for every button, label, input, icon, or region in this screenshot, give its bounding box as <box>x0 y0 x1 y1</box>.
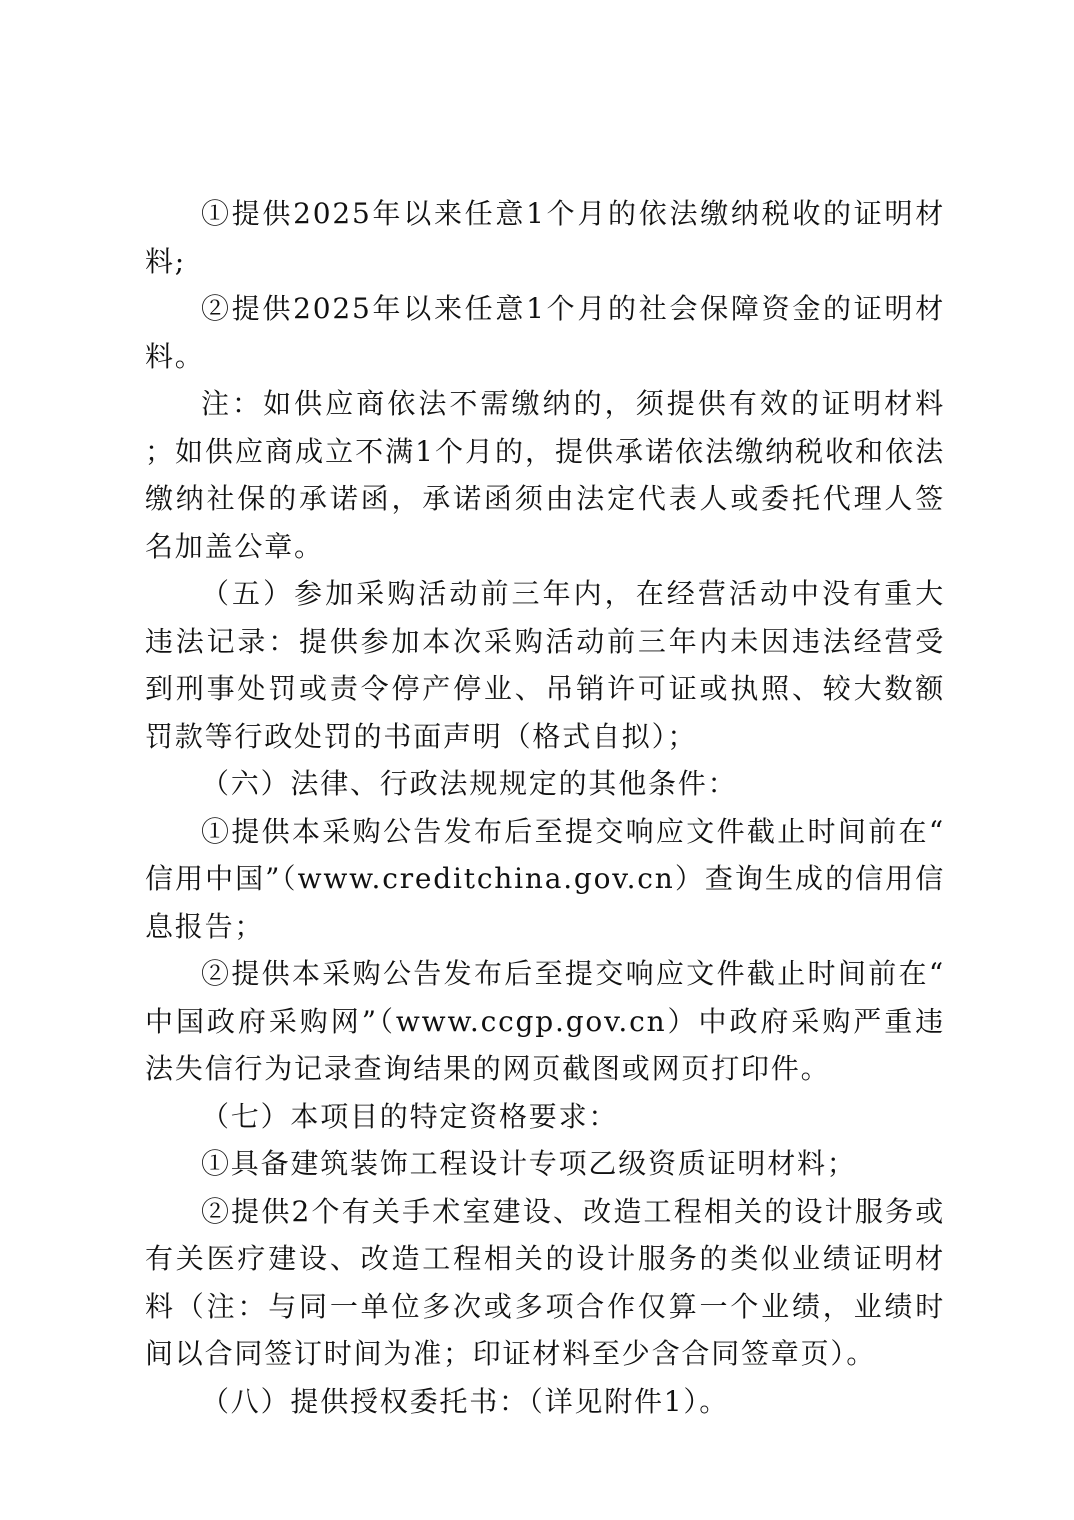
section-five-no-violation: （五）参加采购活动前三年内，在经营活动中没有重大违法记录：提供参加本次采购活动前三年内未因违法经营受到刑事处罚或责令停产停业、吊销许可证或执照、较大数额罚款等行政处罚的书面声明（格式自拟）； <box>145 577 945 753</box>
section-eight-authorization: （八）提供授权委托书：（详见附件1）。 <box>201 1384 730 1418</box>
section-six-heading: （六）法律、行政法规规定的其他条件： <box>201 767 738 800</box>
tax-proof-item: ①提供2025年以来任意1个月的依法缴纳税收的证明材料; <box>145 197 945 278</box>
section-seven-heading: （七）本项目的特定资格要求： <box>201 1099 619 1133</box>
qualification-item: ①具备建筑装饰工程设计专项乙级资质证明材料； <box>201 1147 857 1180</box>
ccgp-record-item: ②提供本采购公告发布后至提交响应文件截止时间前在“中国政府采购网”（www.ccgp.gov.cn）中政府采购严重违法失信行为记录查询结果的网页截图或网页打印件。 <box>145 957 945 1085</box>
credit-china-item: ①提供本采购公告发布后至提交响应文件截止时间前在“信用中国”（www.creditchina.gov.cn）查询生成的信用信息报告； <box>145 814 945 943</box>
exemption-note: 注：如供应商依法不需缴纳的，须提供有效的证明材料；如供应商成立不满1个月的，提供承诺依法缴纳税收和依法缴纳社保的承诺函，承诺函须由法定代表人或委托代理人签名加盖公章。 <box>145 387 945 563</box>
social-security-proof-item: ②提供2025年以来任意1个月的社会保障资金的证明材料。 <box>145 292 945 373</box>
document-page <box>145 190 945 1425</box>
past-performance-item: ②提供2个有关手术室建设、改造工程相关的设计服务或有关医疗建设、改造工程相关的设计服务的类似业绩证明材料（注：与同一单位多次或多项合作仅算一个业绩，业绩时间以合同签订时间为准；印证材料至少含合同签章页）。 <box>145 1194 945 1370</box>
